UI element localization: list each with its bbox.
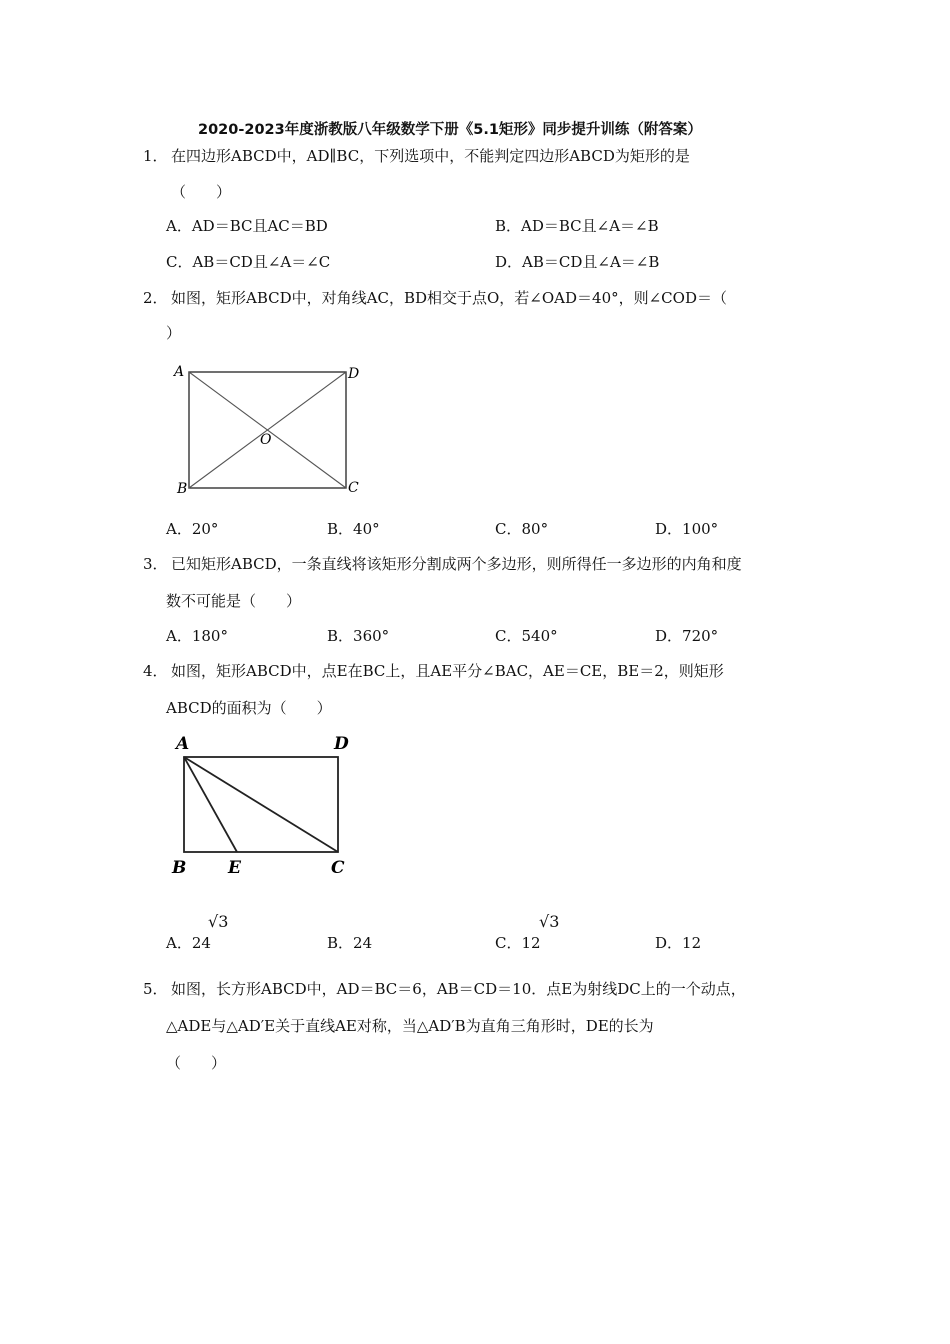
question-2-option-d: D．100° bbox=[655, 520, 719, 538]
figure-label-b: B bbox=[172, 858, 187, 878]
figure-label-d: D bbox=[334, 734, 349, 754]
question-1-option-c: C．AB＝CD且∠A＝∠C bbox=[166, 253, 331, 271]
question-4-option-d: D．12 bbox=[655, 934, 702, 952]
question-3-option-c: C．540° bbox=[495, 627, 558, 645]
sqrt-three-c: √3 bbox=[539, 912, 560, 931]
question-1-number: 1． bbox=[143, 147, 168, 165]
question-1-option-d: D．AB＝CD且∠A＝∠B bbox=[495, 253, 660, 271]
question-2-number: 2． bbox=[143, 289, 168, 307]
question-4-option-b: B．24 bbox=[327, 934, 373, 952]
question-1-option-b: B．AD＝BC且∠A＝∠B bbox=[495, 217, 659, 235]
page-title: 2020-2023年度浙教版八年级数学下册《5.1矩形》同步提升训练（附答案） bbox=[198, 122, 702, 138]
figure-label-o: O bbox=[260, 432, 272, 448]
figure-label-a: A bbox=[176, 734, 190, 754]
question-4-text: 如图，矩形ABCD中，点E在BC上，且AE平分∠BAC，AE＝CE，BE＝2，则矩形 bbox=[171, 662, 724, 680]
question-3-option-a: A．180° bbox=[166, 627, 228, 645]
question-3-text-2: 数不可能是（ ） bbox=[166, 592, 302, 610]
question-5-text-3: （ ） bbox=[166, 1054, 227, 1072]
question-4-number: 4． bbox=[143, 662, 168, 680]
question-4-text-2: ABCD的面积为（ ） bbox=[166, 699, 332, 717]
rectangle-bisector-figure bbox=[166, 728, 366, 883]
figure-label-e: E bbox=[228, 858, 241, 878]
question-1-text-2: （ ） bbox=[171, 183, 232, 201]
question-1-option-a: A．AD＝BC且AC＝BD bbox=[166, 217, 328, 235]
question-5-text-2: △ADE与△AD′E关于直线AE对称，当△AD′B为直角三角形时，DE的长为 bbox=[166, 1017, 654, 1035]
figure-label-c: C bbox=[348, 480, 359, 496]
question-2-text: 如图，矩形ABCD中，对角线AC，BD相交于点O，若∠OAD＝40°，则∠COD＝（ bbox=[171, 289, 727, 307]
figure-label-a: A bbox=[174, 364, 185, 380]
question-5-number: 5． bbox=[143, 980, 168, 998]
question-2-text-2: ） bbox=[166, 324, 182, 342]
rectangle-diagonals-figure bbox=[168, 360, 368, 500]
question-3-text: 已知矩形ABCD，一条直线将该矩形分割成两个多边形，则所得任一多边形的内角和度 bbox=[171, 555, 742, 573]
question-3-number: 3． bbox=[143, 555, 168, 573]
figure-label-c: C bbox=[331, 858, 345, 878]
question-4-option-a: A．24 bbox=[166, 934, 211, 952]
question-2-option-a: A．20° bbox=[166, 520, 219, 538]
sqrt-three-a: √3 bbox=[208, 912, 229, 931]
question-2-option-c: C．80° bbox=[495, 520, 549, 538]
question-3-option-d: D．720° bbox=[655, 627, 719, 645]
question-5-text: 如图，长方形ABCD中，AD＝BC＝6，AB＝CD＝10．点E为射线DC上的一个动点， bbox=[171, 980, 746, 998]
figure-label-d: D bbox=[348, 366, 360, 382]
question-3-option-b: B．360° bbox=[327, 627, 390, 645]
figure-label-b: B bbox=[177, 481, 188, 497]
question-1-text: 在四边形ABCD中，AD∥BC，下列选项中，不能判定四边形ABCD为矩形的是 bbox=[171, 147, 690, 165]
question-4-option-c: C．12 bbox=[495, 934, 541, 952]
question-2-option-b: B．40° bbox=[327, 520, 380, 538]
